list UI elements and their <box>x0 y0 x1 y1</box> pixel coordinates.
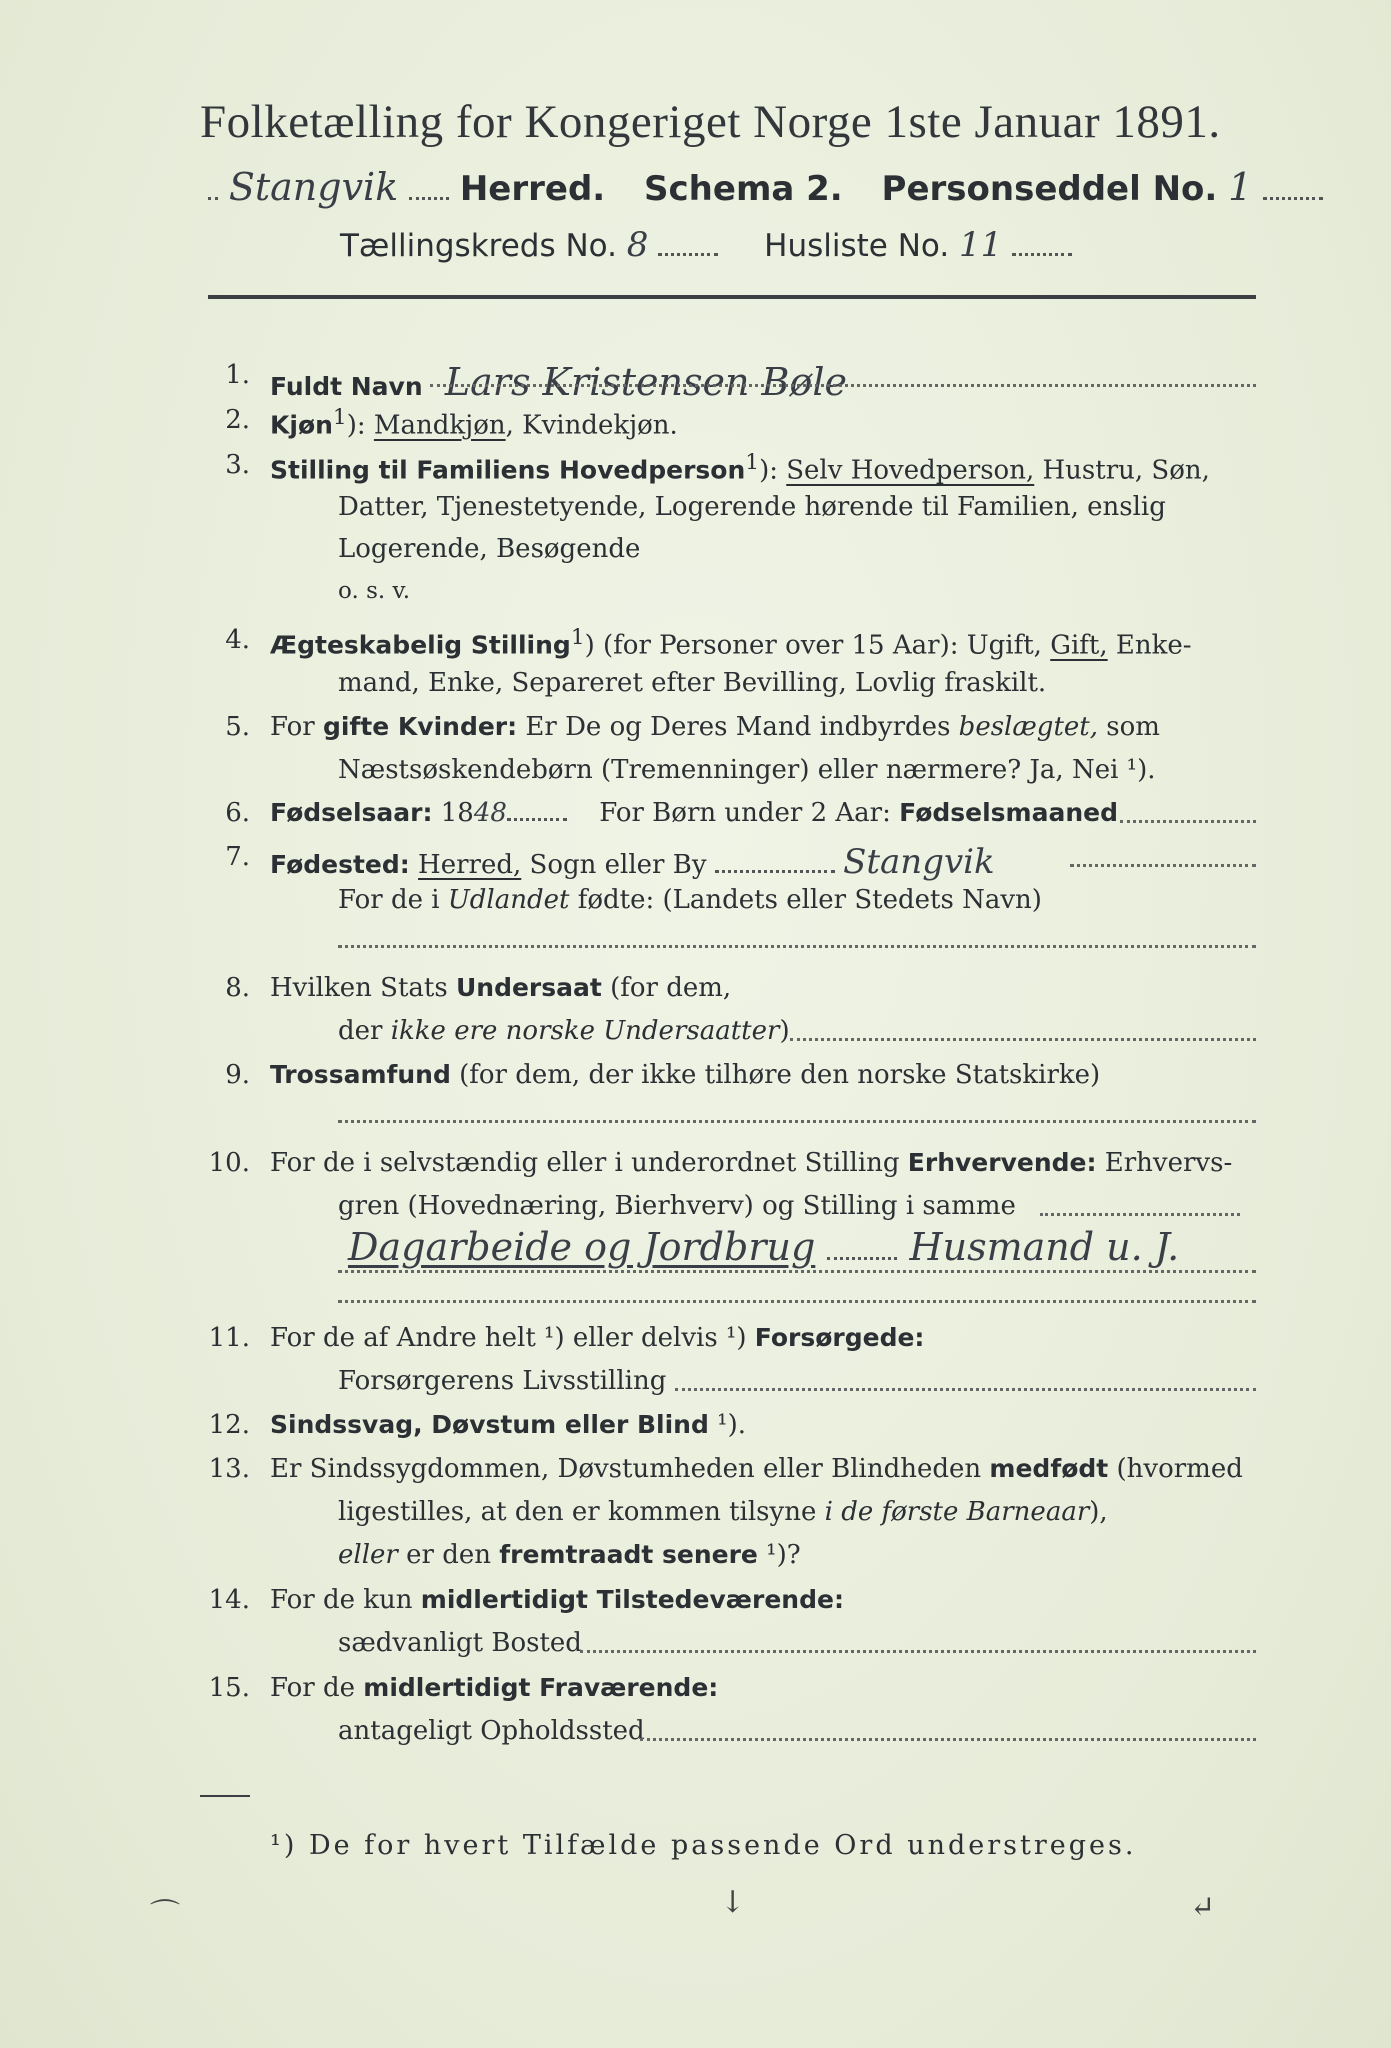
schema-label: Schema 2. <box>644 169 843 209</box>
q1-row <box>270 360 847 404</box>
q14-label: midlertidigt Tilstedeværende: <box>420 1585 844 1614</box>
q2-selected: Mandkjøn <box>373 410 506 441</box>
q10-extra-dotline <box>338 1300 1256 1303</box>
q6-label: Fødselsaar: <box>270 798 433 827</box>
q13-row <box>270 1454 1243 1484</box>
footnote: ¹) De for hvert Tilfælde passende Ord understreges. <box>270 1830 1137 1861</box>
q15-line2: antageligt Opholdssted <box>338 1716 645 1746</box>
q10-line2: gren (Hovednæring, Bierhverv) og Stilling i samme <box>338 1191 1016 1221</box>
personseddel-label: Personseddel No. <box>881 169 1218 209</box>
q4-selected: Gift, <box>1050 630 1108 661</box>
q10-answer-dotline <box>338 1270 1256 1273</box>
q5-line2: Næstsøskendebørn (Tremenninger) eller nærmere? Ja, Nei ¹). <box>338 755 1156 785</box>
q13-line2 <box>338 1497 1108 1527</box>
q9-number: 9. <box>225 1060 250 1090</box>
q13-rest: (hvormed <box>1108 1454 1243 1484</box>
q2-label: Kjøn <box>270 410 333 440</box>
q3-row <box>270 450 1210 486</box>
header-kreds-row <box>340 225 1072 265</box>
q6-value: 48 <box>473 798 507 828</box>
q14-pre: For de kun <box>270 1585 421 1615</box>
q2-text-b: , Kvindekjøn. <box>505 410 678 441</box>
herred-label: Herred. <box>459 169 606 209</box>
q10-rest: Erhvervs- <box>1096 1148 1233 1178</box>
q7-value: Stangvik <box>843 842 995 882</box>
q10-number: 10. <box>208 1148 250 1178</box>
q1-value: Lars Kristensen Bøle <box>444 360 847 404</box>
q13-line2-b: ), <box>1089 1497 1108 1527</box>
q12-row <box>270 1410 746 1440</box>
q6-rest: For Børn under 2 Aar: <box>599 798 891 828</box>
q11-pre: For de af Andre helt ¹) eller delvis ¹) <box>270 1323 755 1353</box>
q14-row <box>270 1585 844 1615</box>
q13-line3-a: er den <box>397 1540 500 1570</box>
q3-selected: Selv Hovedperson, <box>786 455 1035 486</box>
q4-sup: 1 <box>570 625 585 650</box>
header-rule <box>208 295 1256 299</box>
q1-label: Fuldt Navn <box>270 372 423 401</box>
q7-label: Fødested: <box>270 850 410 879</box>
q6-number: 6. <box>225 798 250 828</box>
q9-label: Trossamfund <box>270 1060 451 1089</box>
q4-line2: mand, Enke, Separeret efter Bevilling, Lovlig fraskilt. <box>338 668 1047 698</box>
q1-number: 1. <box>225 360 250 390</box>
q7-line2-a: For de i <box>338 885 448 915</box>
q6-row <box>270 798 1118 828</box>
q7-extra-dotline <box>338 945 1256 948</box>
q9-row <box>270 1060 1100 1090</box>
q7-line2 <box>338 885 1042 915</box>
q7-line2-b: fødte: (Landets eller Stedets Navn) <box>569 885 1042 915</box>
q10-line2-dotline <box>1040 1213 1240 1216</box>
q4-number: 4. <box>225 625 250 655</box>
q12-number: 12. <box>208 1410 250 1440</box>
q10-value-a: Dagarbeide og Jordbrug <box>348 1225 816 1269</box>
q8-pre: Hvilken Stats <box>270 973 456 1003</box>
q10-row <box>270 1148 1232 1178</box>
q3-label: Stilling til Familiens Hovedperson <box>270 455 746 485</box>
q13-line3-italic: eller <box>338 1540 398 1570</box>
q4-label: Ægteskabelig Stilling <box>270 630 571 660</box>
q5-row <box>270 712 1160 742</box>
q5-label: gifte Kvinder: <box>322 712 518 741</box>
q3-line3: Logerende, Besøgende <box>338 534 641 564</box>
q10-answer-row <box>348 1225 1179 1269</box>
q3-line2: Datter, Tjenestetyende, Logerende hørende til Familien, enslig <box>338 492 1166 522</box>
q12-label: Sindssvag, Døvstum eller Blind <box>270 1410 709 1439</box>
q5-italic: beslægtet, <box>958 712 1098 742</box>
q6-prefix: 18 <box>440 798 474 828</box>
q3-text-a: ): <box>759 455 787 486</box>
margin-mark-right: ↵ <box>1190 1890 1216 1925</box>
q8-row <box>270 973 731 1003</box>
q5-pre: For <box>270 712 323 742</box>
q2-sup: 1 <box>332 405 347 430</box>
q10-pre: For de i selvstændig eller i underordnet Stilling <box>270 1148 908 1178</box>
q7-rest: Sogn eller By <box>521 850 707 880</box>
q8-line2-a: der <box>338 1016 391 1046</box>
q13-line3 <box>338 1540 801 1570</box>
kreds-value: 8 <box>626 225 649 265</box>
q8-line2-italic: ikke ere norske Undersaatter <box>390 1016 780 1046</box>
q15-label: midlertidigt Fraværende: <box>363 1673 719 1702</box>
q8-label: Undersaat <box>455 973 602 1002</box>
q12-rest: ¹). <box>708 1410 746 1440</box>
q15-number: 15. <box>208 1673 250 1703</box>
q8-number: 8. <box>225 973 250 1003</box>
q9-dotline <box>338 1120 1256 1123</box>
q10-value-b: Husmand u. J. <box>909 1225 1180 1269</box>
q15-row <box>270 1673 718 1703</box>
q3-number: 3. <box>225 450 250 480</box>
q5-text-a: Er De og Deres Mand indbyrdes <box>517 712 959 742</box>
q8-dotline <box>790 1038 1256 1041</box>
q13-number: 13. <box>208 1454 250 1484</box>
q8-line2 <box>338 1016 790 1046</box>
q1-dotline <box>430 384 1256 387</box>
q5-number: 5. <box>225 712 250 742</box>
q11-number: 11. <box>208 1323 250 1353</box>
q3-sup: 1 <box>745 450 760 475</box>
husliste-label: Husliste No. <box>764 228 950 264</box>
q15-pre: For de <box>270 1673 364 1703</box>
q3-line4: o. s. v. <box>338 578 411 604</box>
q15-dotline <box>640 1738 1256 1741</box>
q2-number: 2. <box>225 405 250 435</box>
margin-mark-left: ⌒ <box>150 1898 180 1933</box>
q3-text-b: Hustru, Søn, <box>1034 455 1210 486</box>
q8-rest: (for dem, <box>601 973 732 1003</box>
q2-row <box>270 405 678 441</box>
q7-row <box>270 842 995 882</box>
personseddel-value: 1 <box>1228 165 1253 209</box>
margin-mark-center: ↓ <box>720 1885 746 1920</box>
q9-rest: (for dem, der ikke tilhøre den norske Statskirke) <box>450 1060 1101 1090</box>
q13-pre: Er Sindssygdommen, Døvstumheden eller Blindheden <box>270 1454 990 1484</box>
q14-number: 14. <box>208 1585 250 1615</box>
q7-selected: Herred, <box>418 850 522 880</box>
q11-row <box>270 1323 924 1353</box>
footnote-rule <box>200 1795 250 1797</box>
kreds-label: Tællingskreds No. <box>340 228 617 264</box>
husliste-value: 11 <box>959 225 1003 265</box>
q13-line3-c: ¹)? <box>757 1540 801 1570</box>
q6-dotline <box>1120 820 1256 823</box>
q13-label: medfødt <box>989 1454 1109 1483</box>
q11-dotline <box>675 1388 1256 1391</box>
q7-dotline <box>1070 864 1256 867</box>
q14-line2: sædvanligt Bosted <box>338 1628 582 1658</box>
q2-text-a: ): <box>346 410 374 441</box>
header-herred-row <box>208 165 1323 209</box>
q14-dotline <box>580 1650 1256 1653</box>
q11-label: Forsørgede: <box>754 1323 925 1352</box>
q4-text-a: ) (for Personer over 15 Aar): Ugift, <box>584 630 1051 661</box>
q13-line2-italic: i de første Barneaar <box>824 1497 1090 1527</box>
q6-label2: Fødselsmaaned <box>899 798 1119 827</box>
q4-text-b: Enke- <box>1107 630 1192 661</box>
q13-line3-bold: fremtraadt senere <box>499 1540 758 1569</box>
q7-number: 7. <box>225 842 250 872</box>
q7-line2-italic: Udlandet <box>447 885 570 915</box>
q13-line2-a: ligestilles, at den er kommen tilsyne <box>338 1497 825 1527</box>
q8-line2-b: ) <box>779 1016 790 1046</box>
q11-line2: Forsørgerens Livsstilling <box>338 1366 667 1396</box>
form-title: Folketælling for Kongeriget Norge 1ste Januar 1891. <box>200 96 1221 148</box>
q4-row <box>270 625 1192 661</box>
q5-text-b: som <box>1098 712 1160 742</box>
q10-label: Erhvervende: <box>907 1148 1097 1177</box>
herred-value: Stangvik <box>228 165 399 209</box>
